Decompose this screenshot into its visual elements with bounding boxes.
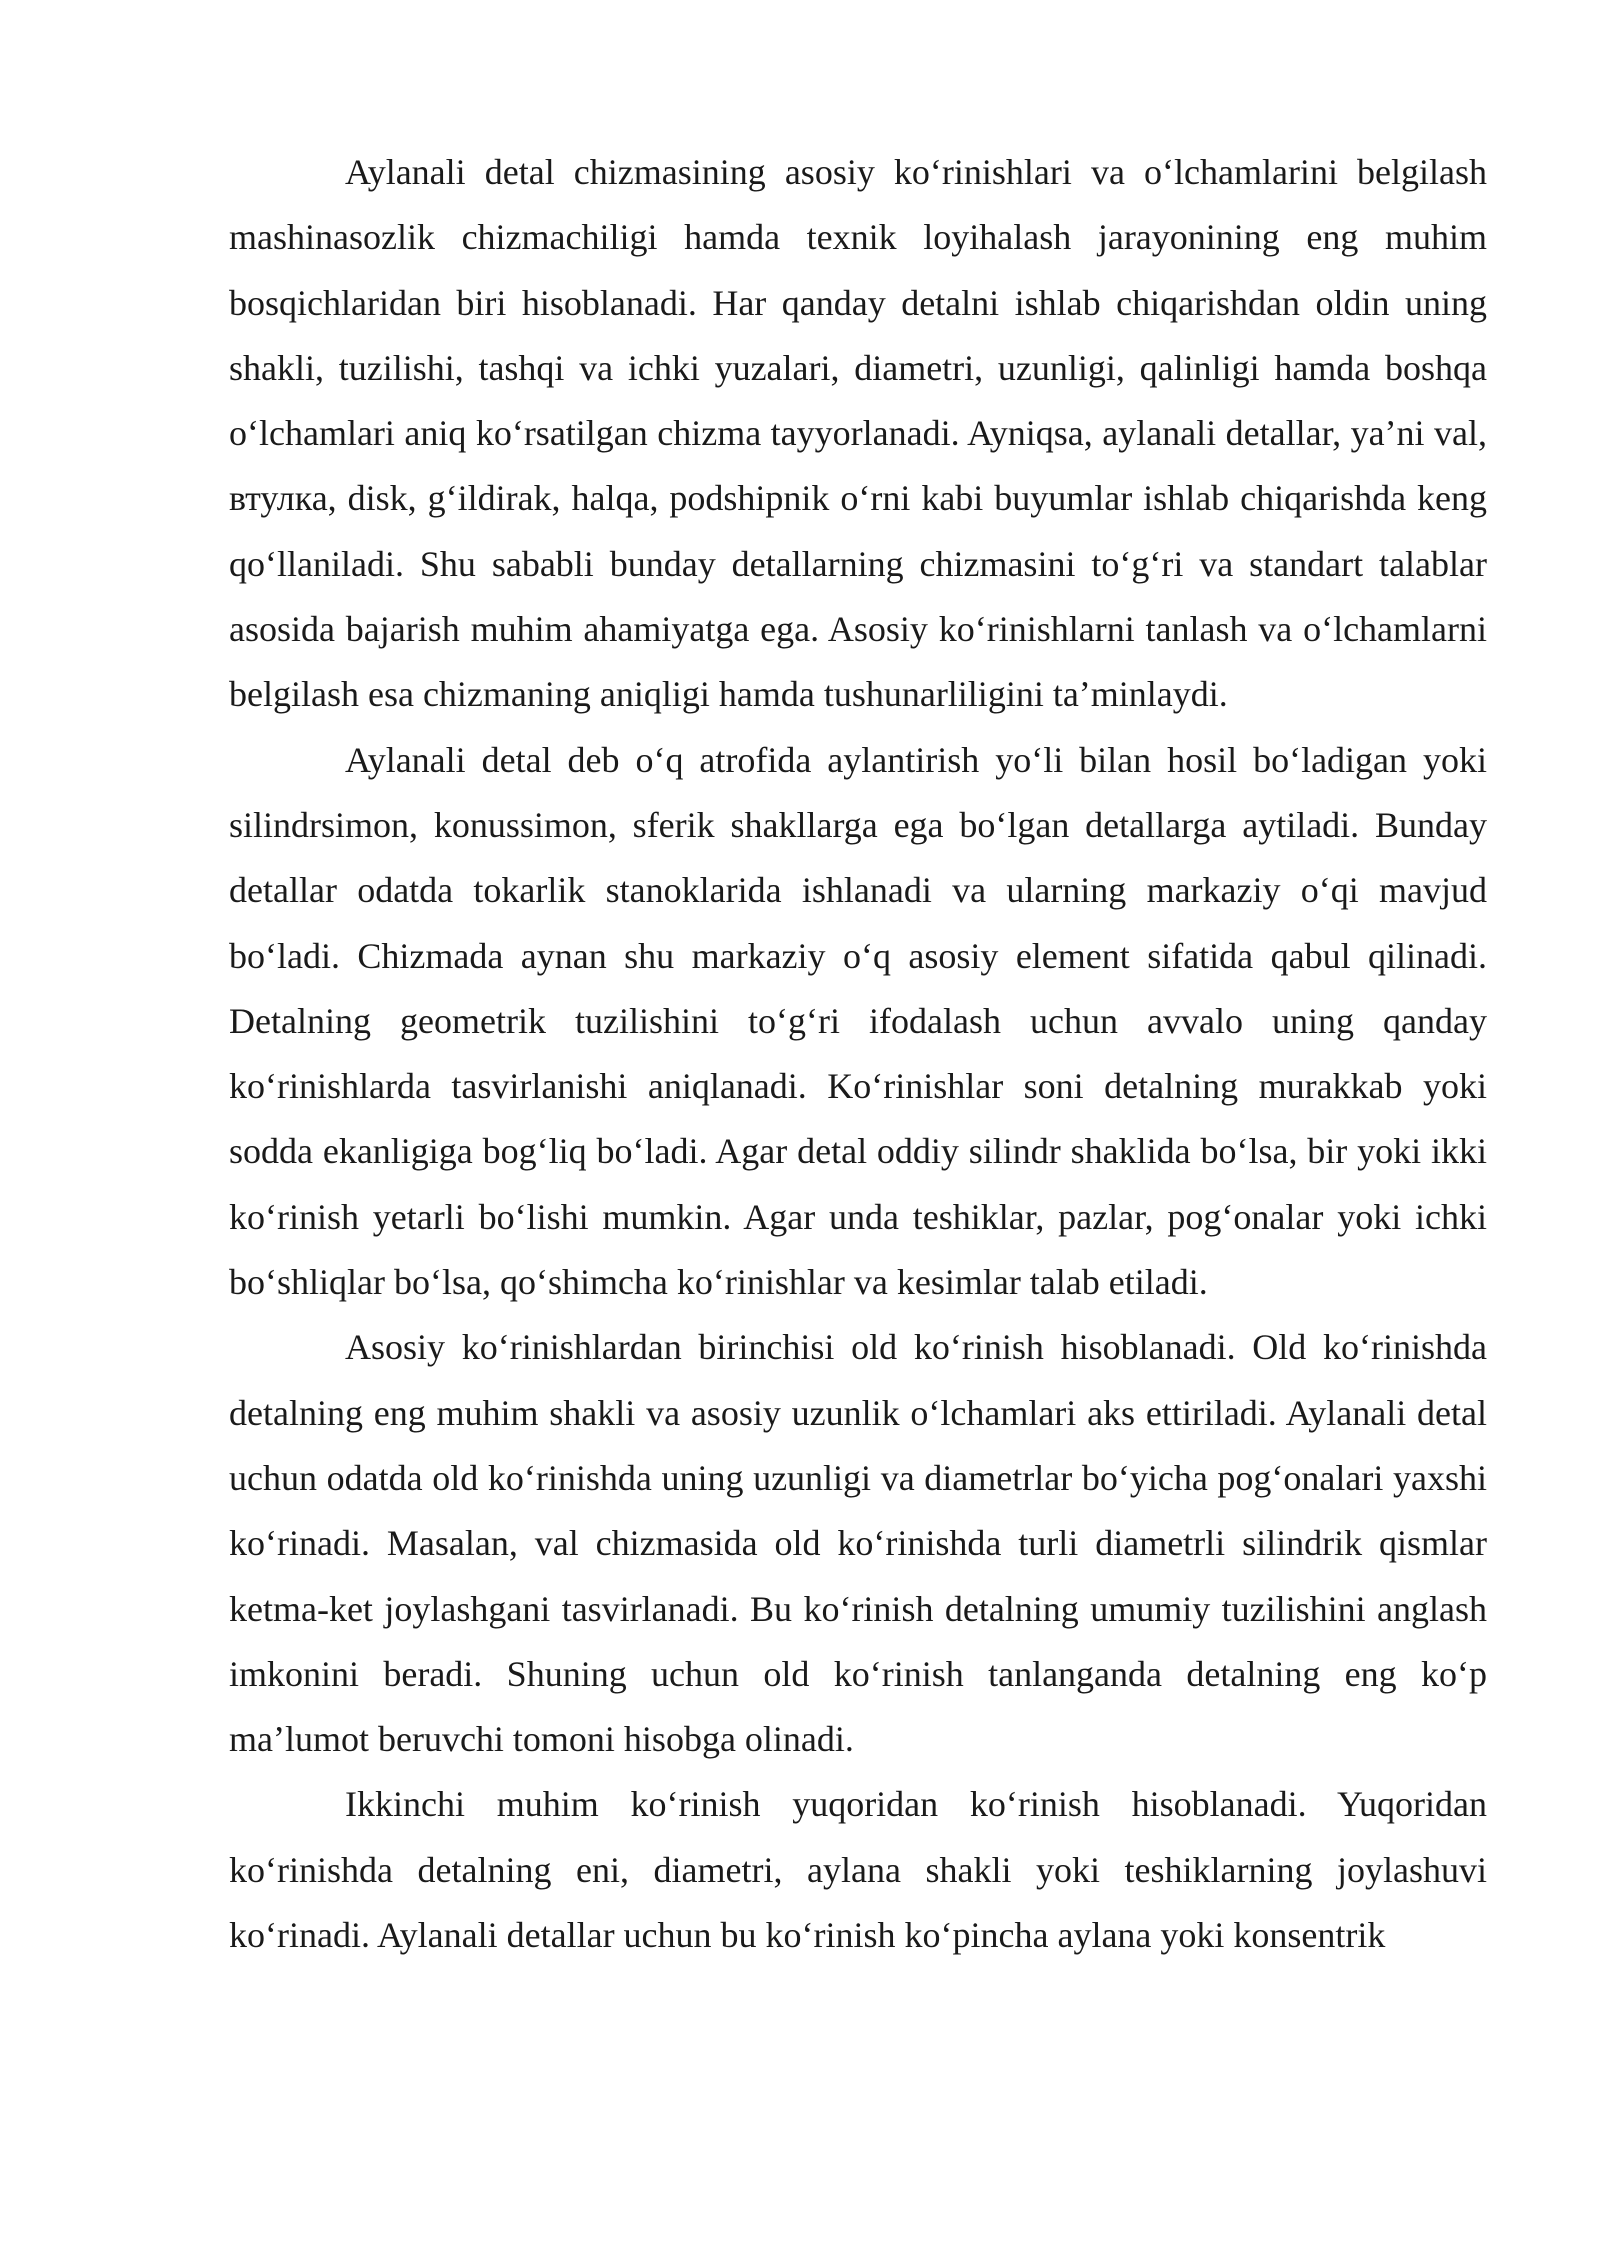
paragraph-3: Asosiy koʻrinishlardan birinchisi old koʻrinish hisoblanadi. Old koʻrinishda detalning eng muhim shakli va asosiy uzunlik oʻlchamlari aks ettiriladi. Aylanali detal uchun odatda old koʻrinishda uning uzunligi va diametrlar boʻyicha pogʻonalari yaxshi koʻrinadi. Masalan, val chizmasida old koʻrinishda turli diametrli silindrik qismlar ketma-ket joylashgani tasvirlanadi. Bu koʻrinish detalning umumiy tuzilishini anglash imkonini beradi. Shuning uchun old koʻrinish tanlanganda detalning eng koʻp maʼlumot beruvchi tomoni hisobga olinadi. [229, 1327, 1487, 1760]
paragraph-1: Aylanali detal chizmasining asosiy koʻrinishlari va oʻlchamlarini belgilash mashinasozlik chizmachiligi hamda texnik loyihalash jarayonining eng muhim bosqichlaridan biri hisoblanadi. Har qanday detalni ishlab chiqarishdan oldin uning shakli, tuzilishi, tashqi va ichki yuzalari, diametri, uzunligi, qalinligi hamda boshqa oʻlchamlari aniq koʻrsatilgan chizma tayyorlanadi. Ayniqsa, aylanali detallar, yaʼni val, втулка, disk, gʻildirak, halqa, podshipnik oʻrni kabi buyumlar ishlab chiqarishda keng qoʻllaniladi. Shu sababli bunday detallarning chizmasini toʻgʻri va standart talablar asosida bajarish muhim ahamiyatga ega. Asosiy koʻrinishlarni tanlash va oʻlchamlarni belgilash esa chizmaning aniqligi hamda tushunarliligini taʼminlaydi. [229, 152, 1487, 715]
paragraph-4: Ikkinchi muhim koʻrinish yuqoridan koʻrinish hisoblanadi. Yuqoridan koʻrinishda detalning eni, diametri, aylana shakli yoki teshiklarning joylashuvi koʻrinadi. Aylanali detallar uchun bu koʻrinish koʻpincha aylana yoki konsentrik [229, 1784, 1487, 1956]
paragraph-2: Aylanali detal deb oʻq atrofida aylantirish yoʻli bilan hosil boʻladigan yoki silindrsimon, konussimon, sferik shakllarga ega boʻlgan detallarga aytiladi. Bunday detallar odatda tokarlik stanoklarida ishlanadi va ularning markaziy oʻqi mavjud boʻladi. Chizmada aynan shu markaziy oʻq asosiy element sifatida qabul qilinadi. Detalning geometrik tuzilishini toʻgʻri ifodalash uchun avvalo uning qanday koʻrinishlarda tasvirlanishi aniqlanadi. Koʻrinishlar soni detalning murakkab yoki sodda ekanligiga bogʻliq boʻladi. Agar detal oddiy silindr shaklida boʻlsa, bir yoki ikki koʻrinish yetarli boʻlishi mumkin. Agar unda teshiklar, pazlar, pogʻonalar yoki ichki boʻshliqlar boʻlsa, qoʻshimcha koʻrinishlar va kesimlar talab etiladi. [229, 739, 1487, 1303]
document-body [229, 140, 1487, 1968]
